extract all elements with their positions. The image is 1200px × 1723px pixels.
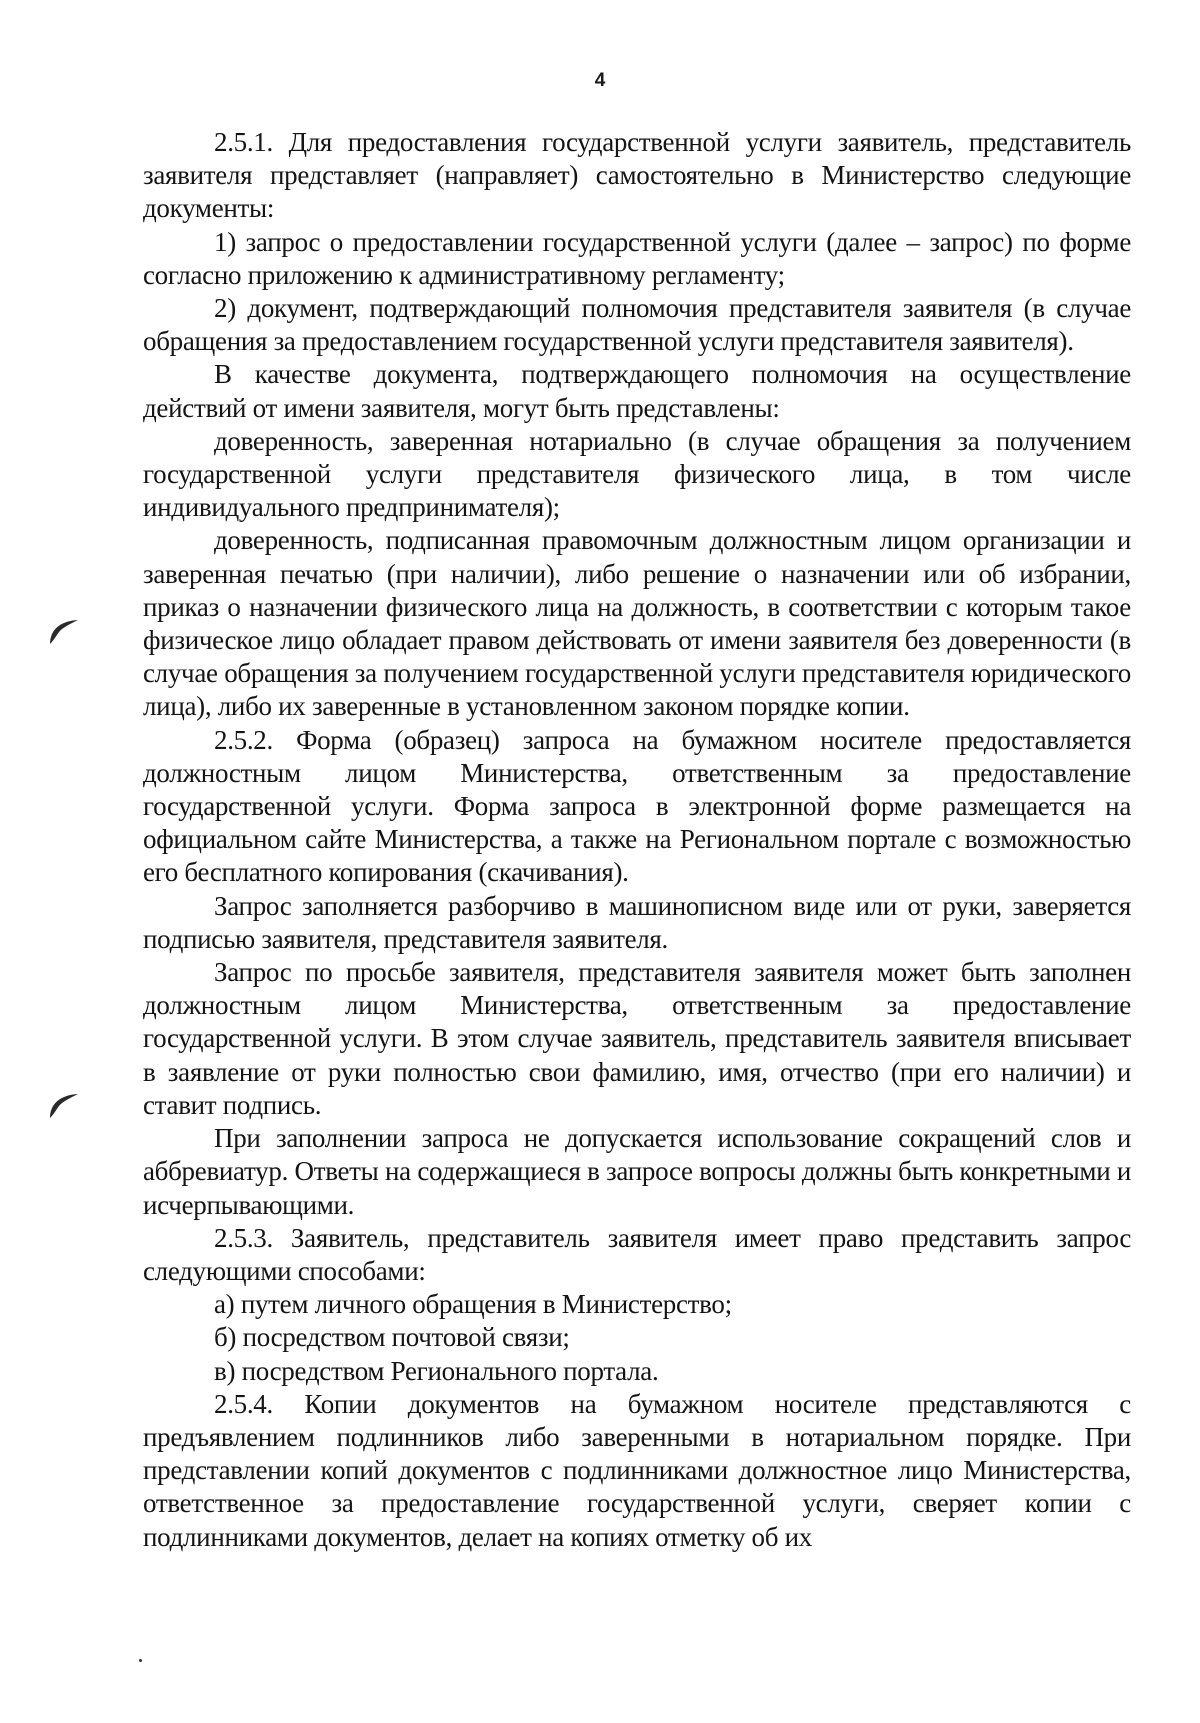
paragraph: 1) запрос о предоставлении государственной услуги (далее – запрос) по форме согласно приложению к административному регламенту; [143,226,1131,290]
paragraph: Запрос заполняется разборчиво в машинописном виде или от руки, заверяется подписью заявителя, представителя заявителя. [143,890,1131,954]
paragraph: В качестве документа, подтверждающего полномочия на осуществление действий от имени заявителя, могут быть представлены: [143,359,1131,423]
paragraph: 2.5.2. Форма (образец) запроса на бумажном носителе предоставляется должностным лицом Министерства, ответственным за предоставление государственной услуги. Форма запроса в электронной форме размещается на официальном сайте Министерства, а также на Региональном портале с возможностью его бесплатного копирования (скачивания). [143,724,1131,888]
paragraph: Запрос по просьбе заявителя, представителя заявителя может быть заполнен должностным лицом Министерства, ответственным за предоставление государственной услуги. В этом случае заявитель, представитель заявителя вписывает в заявление от руки полностью свои фамилию, имя, отчество (при его наличии) и ставит подпись. [143,957,1131,1120]
paragraph: доверенность, подписанная правомочным должностным лицом организации и заверенная печатью (при наличии), либо решение о назначении или об избрании, приказ о назначении физического лица на должность, в соответствии с которым такое физическое лицо обладает правом действовать от имени заявителя без доверенности (в случае обращения за получением государственной услуги представителя юридического лица), либо их заверенные в установленном законом порядке копии. [143,525,1131,722]
paragraph: 2.5.4. Копии документов на бумажном носителе представляются с предъявлением подлинников либо заверенными в нотариальном порядке. При представлении копий документов с подлинниками должностное лицо Министерства, ответственное за предоставление государственной услуги, сверяет копии с подлинниками документов, делает на копиях отметку об их [143,1388,1131,1552]
paragraph: 2.5.3. Заявитель, представитель заявителя имеет право представить запрос следующими способами: [143,1222,1131,1286]
paragraph: б) посредством почтовой связи; [214,1322,570,1353]
paragraph: 2) документ, подтверждающий полномочия представителя заявителя (в случае обращения за предоставлением государственной услуги представителя заявителя). [143,293,1131,357]
punch-hole-mark [47,1090,81,1120]
document-body [143,126,1131,1554]
scan-speck [139,1659,142,1662]
page-number: 4 [594,70,606,91]
paragraph: а) путем личного обращения в Министерство; [214,1289,732,1320]
punch-hole-mark [47,616,81,646]
paragraph: 2.5.1. Для предоставления государственной услуги заявитель, представитель заявителя представляет (направляет) самостоятельно в Министерство следующие документы: [143,127,1131,224]
paragraph: При заполнении запроса не допускается использование сокращений слов и аббревиатур. Ответы на содержащиеся в запросе вопросы должны быть конкретными и исчерпывающими. [143,1123,1131,1220]
paragraph: доверенность, заверенная нотариально (в случае обращения за получением государственной услуги представителя физического лица, в том числе индивидуального предпринимателя); [143,425,1131,523]
paragraph: в) посредством Регионального портала. [214,1355,659,1386]
